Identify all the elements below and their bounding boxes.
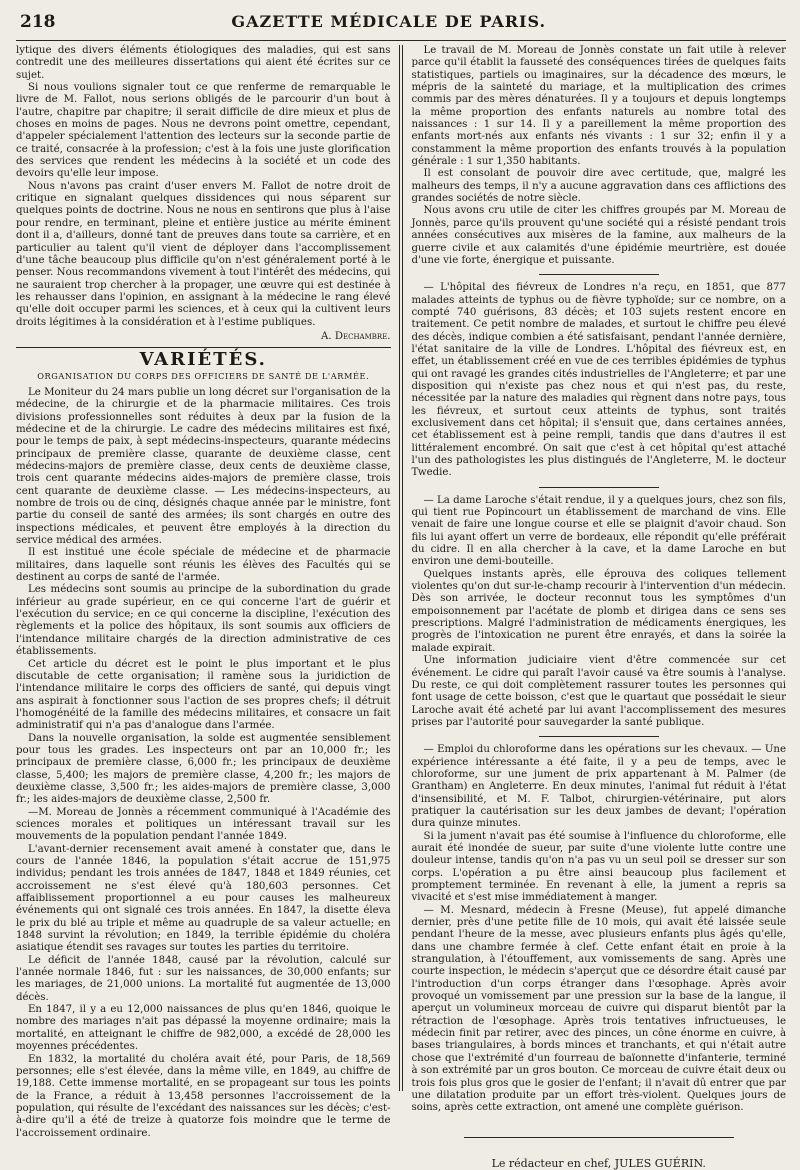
paragraph: — L'hôpital des fiévreux de Londres n'a reçu, en 1851, que 877 malades atteints de typhus ou de fièvre typhoïde; sur ce nombre, on a compté 740 guérisons, 83 décès; et 103 sujets restent encore en traitement. Ce petit nombre de malades, et surtout le chiffre peu élevé des décès, indique combien a été satisfaisant, pendant l'année dernière, l'état sanitaire de la ville de Londres. L'hôpital des fiévreux est, en effet, un établissement créé en vue de ces terribles épidémies de typhus qui ont ravagé les grandes cités industrielles de l'Angleterre; et par une disposition qui n'existe pas chez nous et qui n'est pas, du reste, nécessitée par la nature des maladies qui règnent dans notre pays, tous les fiévreux, et surtout ceux atteints de typhus, sont traités exclusivement dans cet hôpital; il s'ensuit que, dans certaines années, cet établissement est à peine rempli, tandis que dans d'autres il est littéralement encombré. On sait que c'est à cet hôpital qu'est attaché l'un des pathologistes les plus distingués de l'Angleterre, M. le docteur Twedie. bbox=[411, 282, 787, 479]
paragraph: lytique des divers éléments étiologiques des maladies, qui est sans contredit une des meilleures dissertations qui aient été écrites sur ce sujet. bbox=[16, 45, 391, 81]
paragraph: Quelques instants après, elle éprouva des coliques tellement violentes qu'on dut sur-le-champ recourir à l'intervention d'un médecin. Dès son arrivée, le docteur reconnut tous les symptômes d'un empoisonnement par l'acétate de plomb et dirigea dans ce sens ses prescriptions. Malgré l'administration de médicaments énergiques, les progrès de l'intoxication ne purent être enrayés, et dans la soirée la malade expirait. bbox=[411, 568, 787, 654]
paragraph: Le Moniteur du 24 mars publie un long décret sur l'organisation de la médecine, de la chirurgie et de la pharmacie militaires. Ces trois divisions professionnelles sont réduites à deux par la fusion de la médecine et de la chirurgie. Le cadre des médecins militaires est fixé, pour le temps de paix, à sept médecins-inspecteurs, quarante médecins principaux de première classe, quarante de deuxième classe, cent médecins-majors de première classe, deux cents de deuxième classe, trois cent quarante médecins aides-majors de première classe, trois cent quarante de deuxième classe. — Les médecins-inspecteurs, au nombre de trois ou de cinq, désignés chaque année par le ministre, font partie du conseil de santé des armées; ils sont chargés en outre des inspections médicales, et peuvent être employés à la direction du service médical des armées. bbox=[16, 386, 391, 547]
short-divider bbox=[539, 487, 659, 488]
columns bbox=[16, 45, 787, 1170]
paragraph: — M. Mesnard, médecin à Fresne (Meuse), fut appelé dimanche dernier, près d'une petite fille de 10 mois, qui avait été laissée seule pendant l'heure de la messe, avec plusieurs enfants plus âgés qu'elle, dans une chambre fermée à clef. Cette enfant était en proie à la strangulation, à l'étouffement, aux vomissements de sang. Après une courte inspection, le médecin s'aperçut que ce désordre était causé par l'introduction d'un corps étranger dans l'œsophage. Après avoir provoqué un vomissement par une pression sur la base de la langue, il aperçut un volumineux morceau de cuivre qui disparut bientôt par la rétraction de l'œsophage. Après trois tentatives infructueuses, le médecin finit par retirer, avec des pinces, un cône énorme en cuivre, à bases triangulaires, à bords minces et tranchants, et qui n'était autre chose que l'extrémité d'un fourreau de baïonnette d'infanterie, terminé à son extrémité par un gros bouton. Ce morceau de cuivre était deux ou trois fois plus gros que le gosier de l'enfant; il n'avait dû entrer que par une dilatation produite par un effort très-violent. Quelques jours de soins, après cette extraction, ont amené une complète guérison. bbox=[411, 904, 787, 1114]
paragraph: Une information judiciaire vient d'être commencée sur cet événement. Le cidre qui paraît l'avoir causé va être soumis à l'analyse. Du reste, ce qui doit complètement rassurer toutes les personnes qui font usage de cette boisson, c'est que le quartaut que possédait le sieur Laroche avait été acheté par lui avant l'accomplissement des mesures prises par l'autorité pour sauvegarder la santé publique. bbox=[411, 655, 787, 728]
paragraph: — La dame Laroche s'était rendue, il y a quelques jours, chez son fils, qui tient rue Popincourt un établissement de marchand de vins. Elle venait de faire une longue course et elle se plaignit d'avoir chaud. Son fils lui ayant offert un verre de bordeaux, elle répondit qu'elle préférait du cidre. Il en alla chercher à la cave, et la dame Laroche en but environ une demi-bouteille. bbox=[411, 494, 787, 568]
short-divider bbox=[539, 736, 659, 737]
paragraph: Il est consolant de pouvoir dire avec certitude, que, malgré les malheurs des temps, il n'y a aucune aggravation dans ces afflictions des grandes sociétés de notre siècle. bbox=[411, 168, 787, 205]
paragraph: En 1832, la mortalité du choléra avait été, pour Paris, de 18,569 personnes; elle s'est élevée, dans la même ville, en 1849, au chiffre de 19,188. Cette immense mortalité, en se propageant sur tous les points de la France, a réduit à 13,458 personnes l'accroissement de la population, qui résulte de l'excédant des naissances sur les décès; c'est-à-dire qu'il a été de treize à quatorze fois moindre que le terme de l'accroissement ordinaire. bbox=[16, 1053, 391, 1139]
right-column bbox=[403, 45, 787, 1170]
paragraph: L'avant-dernier recensement avait amené à constater que, dans le cours de l'année 1846, la population s'était accrue de 151,975 individus; pendant les trois années de 1847, 1848 et 1849 réunies, cet accroissement ne s'est élevé qu'à 180,603 personnes. Cet affaiblissement proportionnel a eu pour causes les malheureux événements qui ont signalé ces trois années. En 1847, la disette éleva le prix du blé au triple et même au quadruple de sa valeur actuelle; en 1848 survint la révolution; en 1849, la terrible épidémie du choléra asiatique étendit ses ravages sur toutes les parties du territoire. bbox=[16, 843, 391, 954]
page-number: 218 bbox=[20, 12, 56, 32]
short-divider bbox=[539, 274, 659, 275]
paragraph: Il est institué une école spéciale de médecine et de pharmacie militaires, dans laquelle sont réunis les élèves des Facultés qui se destinent au corps de santé de l'armée. bbox=[16, 547, 391, 584]
paragraph: Dans la nouvelle organisation, la solde est augmentée sensiblement pour tous les grades. Les inspecteurs ont par an 10,000 fr.; les principaux de première classe, 6,000 fr.; les principaux de deuxième classe, 5,400; les majors de première classe, 4,200 fr.; les majors de deuxième classe, 3,500 fr.; les aides-majors de première classe, 3,000 fr.; les aides-majors de deuxième classe, 2,500 fr. bbox=[16, 732, 391, 806]
author-signature: A. Dechambre. bbox=[320, 330, 391, 342]
paragraph: Nous n'avons pas craint d'user envers M. Fallot de notre droit de critique en signalant quelques dissidences qui nous séparent sur quelques points de doctrine. Nous ne nous en sentirons que plus à l'aise pour rendre, en terminant, pleine et entière justice au mérite éminent dont il a, d'ailleurs, donné tant de preuves dans toute sa carrière, et en particulier au talent qu'il vient de déployer dans l'accomplissement d'une tâche beaucoup plus difficile qu'on n'est généralement porté à le penser. Nous recommandons vivement à tout l'intérêt des médecins, qui ne sauraient trop chercher à la propager, une œuvre qui est destinée à les rehausser dans l'opinion, en assignant à la médecine le rang élevé qu'elle doit occuper parmi les sciences, et à ceux qui la cultivent leurs droits légitimes à la considération et à l'estime publiques. bbox=[16, 180, 391, 328]
left-column bbox=[16, 45, 399, 1139]
paragraph: Le travail de M. Moreau de Jonnès constate un fait utile à relever parce qu'il établit la fausseté des conséquences tirées de quelques faits statistiques, partiels ou imaginaires, sur la décadence des mœurs, le mépris de la sainteté du mariage, et la multiplication des crimes commis par des mères dénaturées. Il y a toujours et depuis longtemps la même proportion des enfants naturels au nombre total des naissances : 1 sur 14. Il y a pareillement la même proportion des enfants mort-nés aux enfants nés vivants : 1 sur 32; enfin il y a constamment la même proportion des enfants trouvés à la population générale : 1 sur 1,350 habitants. bbox=[411, 45, 787, 168]
paragraph: En 1847, il y a eu 12,000 naissances de plus qu'en 1846, quoique le nombre des mariages n'ait pas dépassé la moyenne ordinaire; mais la mortalité, en atteignant le chiffre de 982,000, a excédé de 28,000 les moyennes précédentes. bbox=[16, 1004, 391, 1053]
closing-divider bbox=[464, 1137, 734, 1138]
paragraph: Les médecins sont soumis au principe de la subordination du grade inférieur au grade supérieur, en ce qui concerne l'art de guérir et l'exécution du service; en ce qui concerne la discipline, l'exécution des règlements et la police des hôpitaux, ils sont soumis aux officiers de l'intendance militaire chargés de la direction administrative de ces établissements. bbox=[16, 584, 391, 658]
paragraph: Si la jument n'avait pas été soumise à l'influence du chloroforme, elle aurait été inondée de sueur, par suite d'une violente lutte contre une douleur intense, tandis qu'on n'a pas vu un seul poil se dresser sur son corps. L'opération a pu être ainsi beaucoup plus facilement et promptement terminée. En revenant à elle, la jument a repris sa vivacité et s'est mise immédiatement à manger. bbox=[411, 830, 787, 904]
paragraph: Si nous voulions signaler tout ce que renferme de remarquable le livre de M. Fallot, nous serions obligés de le parcourir d'un bout à l'autre, chapitre par chapitre; il serait difficile de dire mieux et plus de choses en moins de pages. Nous ne devrons point omettre, cependant, d'appeler spécialement l'attention des lecteurs sur la seconde partie de ce traité, consacrée à la profession; c'est à la fois une juste glorification des services que rendent les médecins à la société et un code des devoirs qu'elle leur impose. bbox=[16, 82, 391, 180]
paragraph: — Emploi du chloroforme dans les opérations sur les chevaux. — Une expérience intéressante a été faite, il y a peu de temps, avec le chloroforme, sur une jument de prix appartenant à M. Palmer (de Grantham) en Angleterre. En deux minutes, l'animal fut réduit à l'état d'insensibilité, et M. F. Talbot, chirurgien-vétérinaire, put alors pratiquer la cautérisation sur les deux jambes de devant; l'opération dura quinze minutes. bbox=[411, 744, 787, 830]
section-subtitle: ORGANISATION DU CORPS DES OFFICIERS DE SANTÉ DE L'ARMÉE. bbox=[37, 370, 370, 381]
paragraph: —M. Moreau de Jonnès a récemment communiqué à l'Académie des sciences morales et politiques un intéressant travail sur les mouvements de la population pendant l'année 1849. bbox=[16, 806, 391, 843]
paragraph: Le déficit de l'année 1848, causé par la révolution, calculé sur l'année normale 1846, fut : sur les naissances, de 30,000 enfants; sur les mariages, de 21,000 unions. La mortalité fut augmentée de 13,000 décès. bbox=[16, 954, 391, 1003]
journal-title: GAZETTE MÉDICALE DE PARIS. bbox=[231, 12, 547, 31]
paragraph: Nous avons cru utile de citer les chiffres groupés par M. Moreau de Jonnès, parce qu'ils prouvent qu'une société qui a résisté pendant trois années consécutives aux misères de la famine, aux malheurs de la guerre civile et aux calamités d'une épidémie meurtrière, est douée d'une vie forte, énergique et puissante. bbox=[411, 205, 787, 266]
paragraph: Cet article du décret est le point le plus important et le plus discutable de cette organisation; il ramène sous la juridiction de l'intendance militaire le corps des officiers de santé, qui depuis vingt ans aspirait à fonctionner sous l'action de ses propres chefs; il détruit l'homogénéité de la famille des médecins militaires, et consacre un fait administratif qui n'a pas d'analogue dans l'armée. bbox=[16, 658, 391, 732]
page-header bbox=[16, 12, 786, 41]
section-title: VARIÉTÉS. bbox=[139, 349, 267, 371]
editor-signoff: Le rédacteur en chef, JULES GUÉRIN. bbox=[491, 1156, 706, 1170]
